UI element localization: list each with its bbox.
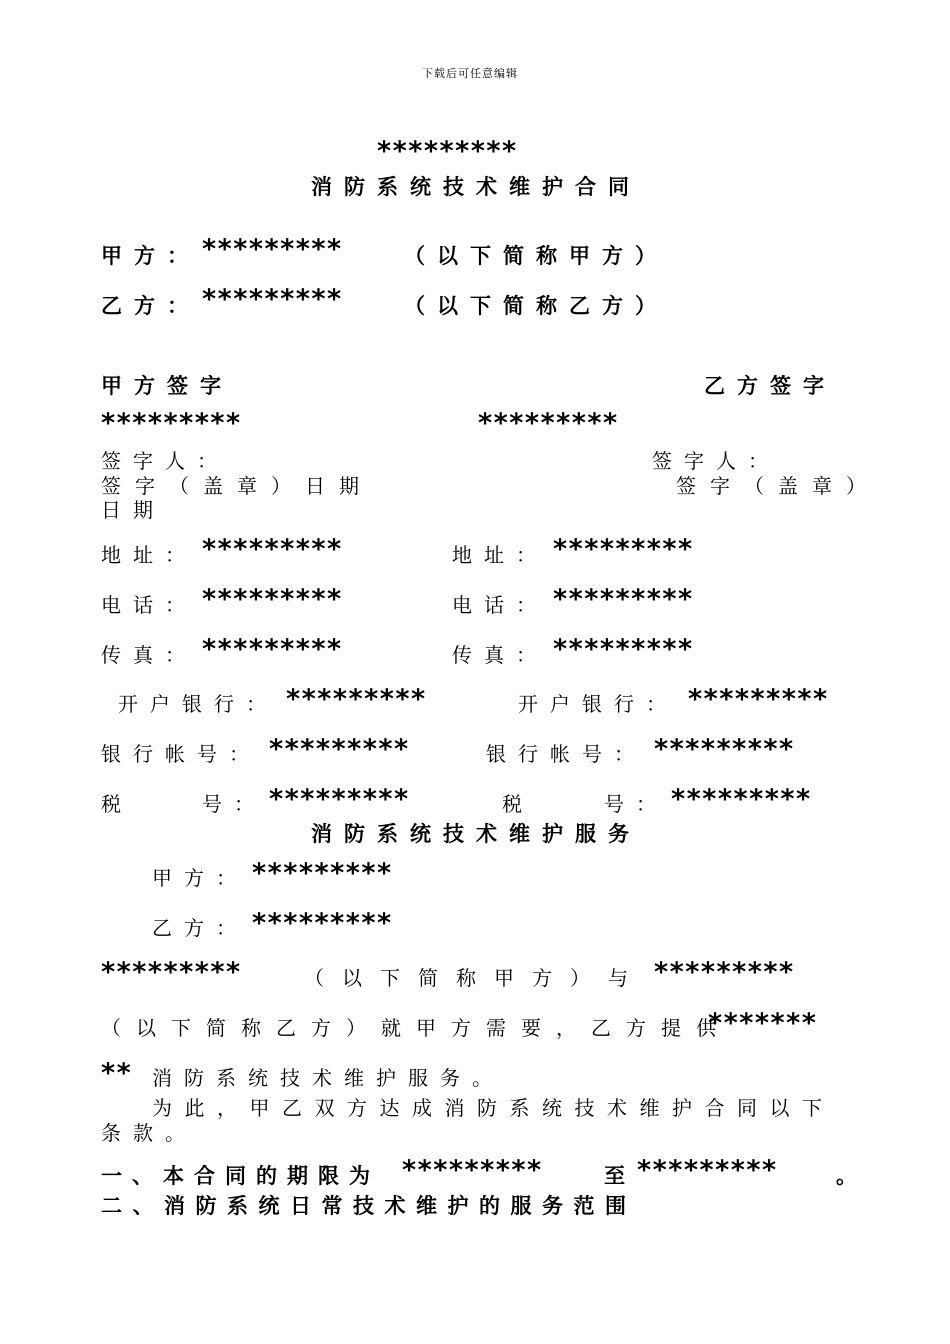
phone-b: *********: [553, 584, 694, 615]
party-a-label: 甲方：: [101, 244, 200, 268]
fax-b-label: 传真：: [452, 643, 548, 667]
seal-date-a: 签字（盖章）日期: [101, 474, 373, 498]
fax-a: *********: [202, 634, 343, 665]
address-b-label: 地址：: [452, 543, 548, 567]
tax-b-label-left: 税: [502, 792, 522, 816]
account-a: *********: [269, 734, 410, 765]
sign-a-heading: 甲方签字: [101, 374, 233, 398]
phone-a-label: 电话：: [101, 593, 197, 617]
clause1-end-date: *********: [637, 1155, 778, 1186]
sign-b-name: *********: [478, 408, 619, 439]
party-a-name: *********: [202, 234, 343, 265]
svc-party-a-label: 甲方：: [152, 866, 248, 890]
account-b: *********: [654, 734, 795, 765]
tax-b-label-right: 号：: [604, 792, 668, 816]
phone-a: *********: [202, 584, 343, 615]
title-mask: *********: [377, 136, 518, 167]
signer-b-label: 签字人：: [652, 449, 780, 473]
party-b-name: *********: [202, 284, 343, 315]
address-a-label: 地址：: [101, 543, 197, 567]
tax-a: *********: [269, 784, 410, 815]
service-title: 消防系统技术维护服务: [311, 822, 641, 846]
bank-b: *********: [688, 684, 829, 715]
page-title: 消防系统技术维护合同: [311, 175, 641, 199]
tax-b: *********: [671, 784, 812, 815]
bank-a: *********: [286, 684, 427, 715]
sign-a-name: *********: [101, 408, 242, 439]
party-a-suffix: （以下简称甲方）: [404, 244, 668, 268]
para1-mask-part1: *******: [708, 1008, 818, 1039]
svc-party-a: *********: [252, 858, 393, 889]
bank-b-label: 开户银行：: [518, 692, 678, 716]
clause1-start: *********: [402, 1155, 543, 1186]
para2-line1: 为此，甲乙双方达成消防系统技术维护合同以下: [152, 1096, 835, 1120]
para1-line3: 消防系统技术维护服务。: [152, 1066, 504, 1090]
para2-line2: 条款。: [101, 1121, 197, 1145]
clause2: 二、消防系统日常技术维护的服务范围: [101, 1194, 637, 1218]
sign-b-heading: 乙方签字: [704, 374, 836, 398]
tax-a-label-left: 税: [101, 792, 121, 816]
address-b: *********: [553, 534, 694, 565]
party-b-suffix: （以下简称乙方）: [404, 294, 668, 318]
fax-b: *********: [553, 634, 694, 665]
phone-b-label: 电话：: [452, 593, 548, 617]
para1-line2: （以下简称乙方）就甲方需要，乙方提供: [101, 1016, 731, 1040]
clause1-end: 。: [836, 1164, 857, 1188]
address-a: *********: [202, 534, 343, 565]
clause1-prefix: 一、本合同的期限为: [101, 1164, 380, 1188]
para1-mid: （以下简称甲方）与: [304, 966, 646, 990]
party-b-label: 乙方：: [101, 294, 200, 318]
para1-party-a: *********: [101, 957, 242, 988]
tax-a-label-right: 号：: [202, 792, 266, 816]
header-note: 下载后可任意编辑: [422, 67, 518, 80]
clause1-mid: 至: [604, 1164, 625, 1188]
account-b-label: 银行帐号：: [486, 742, 646, 766]
svc-party-b: *********: [252, 908, 393, 939]
account-a-label: 银行帐号：: [101, 742, 261, 766]
svc-party-b-label: 乙方：: [152, 916, 248, 940]
seal-date-b-cont: 日期: [101, 498, 165, 522]
para1-mask-part2: **: [101, 1058, 133, 1089]
fax-a-label: 传真：: [101, 643, 197, 667]
para1-party-b: *********: [654, 957, 795, 988]
signer-a-label: 签字人：: [101, 449, 229, 473]
seal-date-b: 签字（盖章）: [676, 474, 880, 498]
bank-a-label: 开户银行：: [118, 692, 278, 716]
